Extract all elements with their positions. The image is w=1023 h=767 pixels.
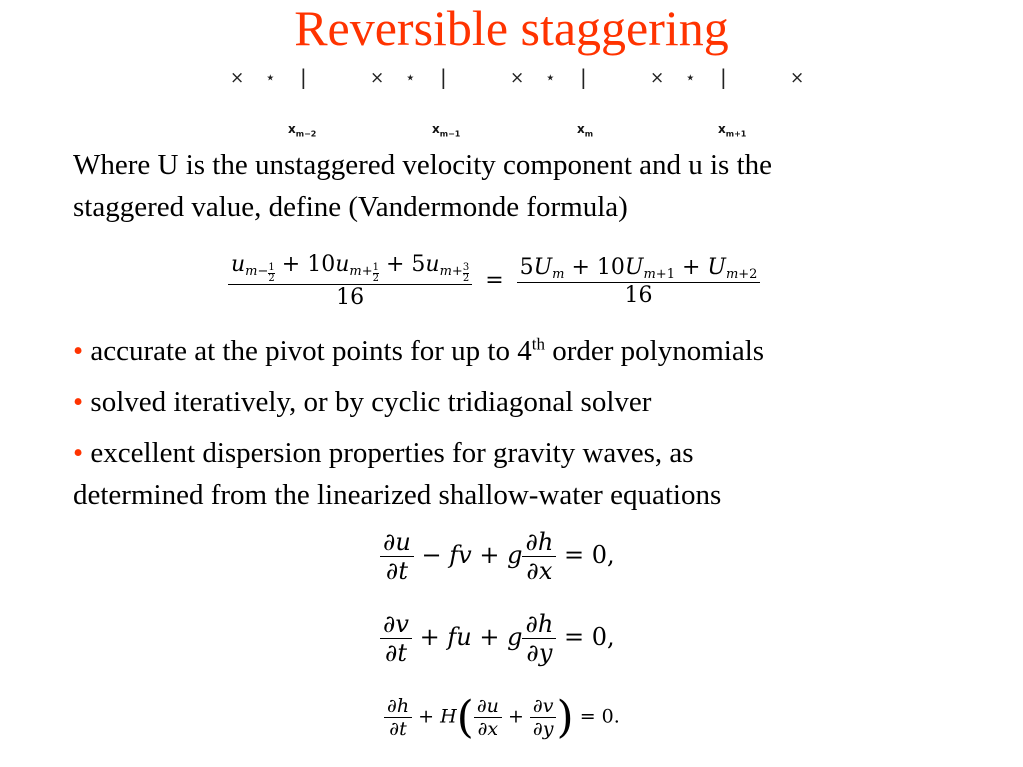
staggered-grid-diagram — [220, 65, 820, 148]
shallow-water-eq-3: $\frac{\partial h}{\partial t}$ + H( $\frac{\partial u}{\partial x}$ + $\frac{\partial v}{\partial y}$ ) = 0. — [384, 692, 620, 743]
grid-star-marker: ⋆ — [405, 68, 416, 88]
slide-title: Reversible staggering — [294, 0, 729, 56]
vandermonde-equation: um− $\frac{1}{2}$ + 10um+ $\frac{1}{2}$ + 5um+ $\frac{3}{2}$ 16 = $\frac{5Um + 10Um+1 + Um+2}{16}$ — [228, 252, 760, 310]
grid-cross-marker: × — [790, 68, 805, 88]
shallow-water-eq-2: $\frac{\partial v}{\partial t}$ + fu + g $\frac{\partial h}{\partial y}$ = 0, — [380, 610, 615, 667]
grid-cross-marker: × — [510, 68, 525, 88]
bullet-item-3: • excellent dispersion properties for gravity waves, as determined from the linearized shallow-water equations — [73, 437, 722, 511]
grid-star-marker: ⋆ — [265, 68, 276, 88]
grid-cross-marker: × — [230, 68, 245, 88]
grid-cross-marker: × — [650, 68, 665, 88]
grid-star-marker: ⋆ — [685, 68, 696, 88]
bullet-marker: • — [73, 335, 84, 367]
grid-bar-marker: | — [300, 65, 307, 89]
grid-star-marker: ⋆ — [545, 68, 556, 88]
grid-bar-marker: | — [720, 65, 727, 89]
bullet-item-1: • accurate at the pivot points for up to 4th order polynomials — [73, 334, 765, 367]
intro-paragraph — [73, 144, 772, 228]
bullet-item-2: • solved iteratively, or by cyclic tridiagonal solver — [73, 386, 652, 418]
bullet-marker: • — [73, 437, 84, 469]
vandermonde-left-denominator: 16 — [228, 284, 472, 310]
vandermonde-right-denominator: 16 — [517, 282, 761, 308]
grid-label-xm: $x_m$ — [577, 122, 594, 139]
grid-cross-marker: × — [370, 68, 385, 88]
bullet-marker: • — [73, 386, 84, 418]
grid-label-xm+1: $x_{m+1}$ — [718, 122, 747, 139]
shallow-water-eq-1: $\frac{\partial u}{\partial t}$ − fv + g $\frac{\partial h}{\partial x}$ = 0, — [380, 528, 615, 585]
grid-label-xm-1: $x_{m-1}$ — [432, 122, 461, 139]
grid-label-xm-2: $x_{m-2}$ — [288, 122, 317, 139]
grid-bar-marker: | — [580, 65, 587, 89]
grid-bar-marker: | — [440, 65, 447, 89]
intro-line-2: staggered value, define (Vandermonde formula) — [73, 191, 628, 223]
intro-line-1: Where U is the unstaggered velocity component and u is the — [73, 149, 773, 181]
